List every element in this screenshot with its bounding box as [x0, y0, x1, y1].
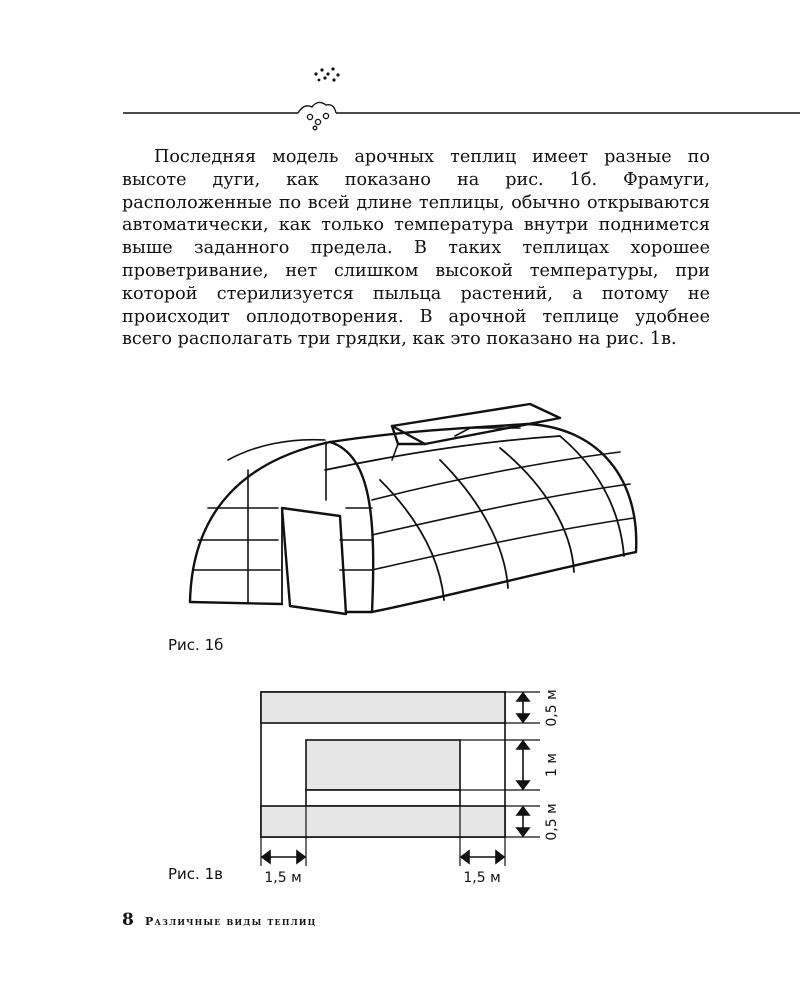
figure-1v-caption: Рис. 1в	[168, 865, 223, 883]
bed-bottom	[261, 806, 505, 837]
dim-left-gap-label: 1,5 м	[264, 870, 302, 886]
vertical-dimension-arrows	[517, 693, 529, 836]
page-footer	[122, 910, 317, 930]
dim-middle-bed-label: 1 м	[544, 753, 560, 777]
bed-top	[261, 692, 505, 723]
bed-middle-edge	[306, 790, 460, 806]
page-number: 8	[122, 910, 134, 930]
dim-right-gap-label: 1,5 м	[463, 870, 501, 886]
dim-bottom-bed-label: 0,5 м	[544, 803, 560, 841]
running-title: Различные виды теплиц	[144, 915, 317, 928]
paragraph: Последняя модель арочных теплиц имеет разные по высоте дуги, как показано на рис. 1б. Фрамуги, расположенные по всей длине теплицы, обычно открываются автоматически, как только температура внутри поднимется выше заданного предела. В таких теплицах хорошее проветривание, нет слишком высокой температуры, при которой стерилизуется пыльца растений, а потому не происходит оплодотворения. В арочной теплице удобнее всего располагать три грядки, как это показано на рис. 1в.	[122, 147, 710, 350]
dim-top-bed-label: 0,5 м	[544, 689, 560, 727]
figure-1b-caption: Рис. 1б	[168, 636, 224, 654]
bed-middle	[306, 740, 460, 790]
horizontal-dimension-arrows	[262, 851, 504, 863]
